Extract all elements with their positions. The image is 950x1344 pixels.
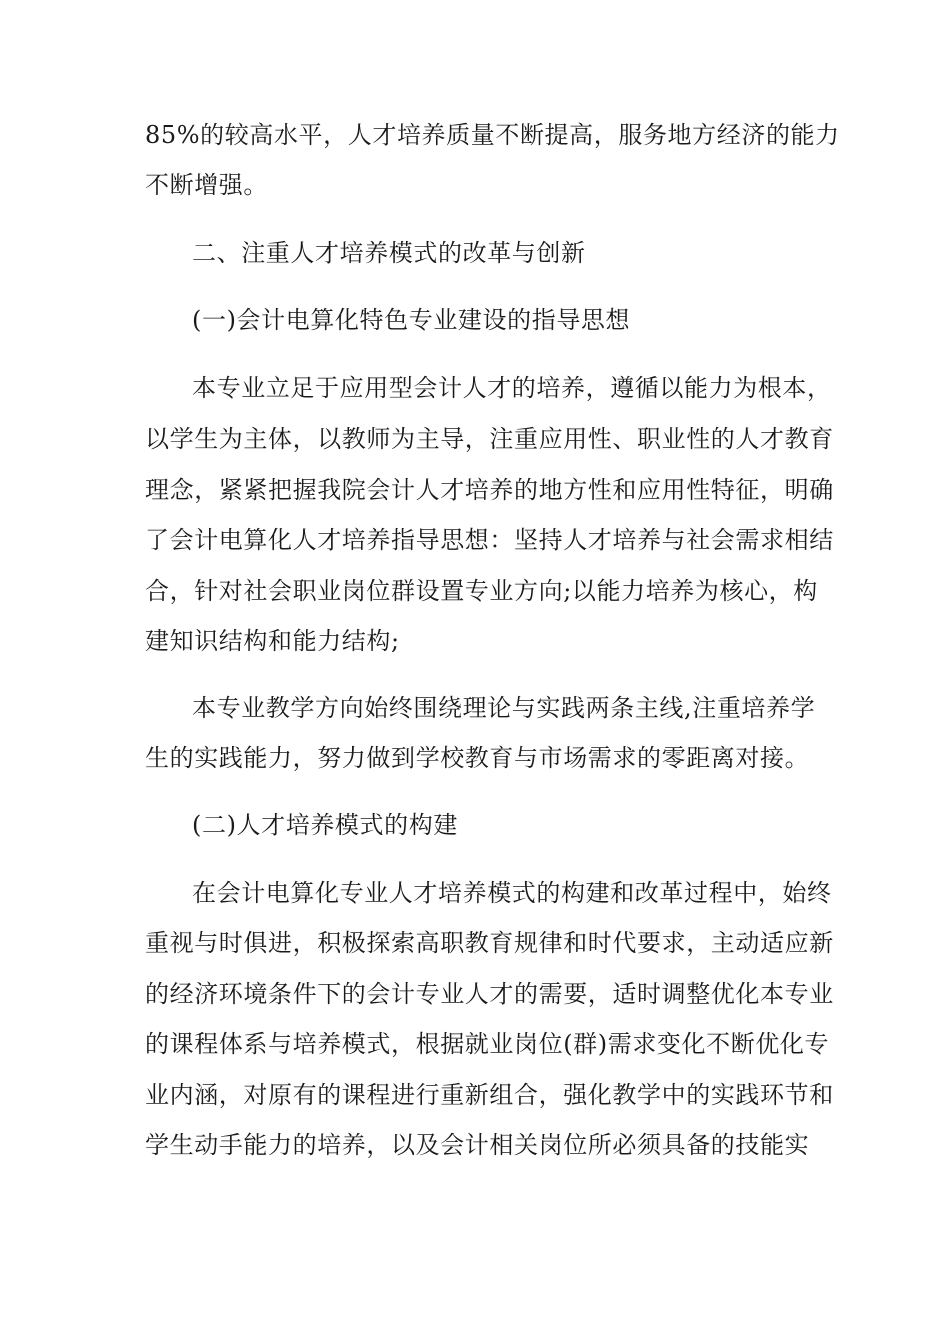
paragraph-4-line-1: 在会计电算化专业人才培养模式的构建和改革过程中，始终 [192, 879, 832, 907]
paragraph-3-line-1: 本专业教学方向始终围绕理论与实践两条主线,注重培养学 [192, 694, 816, 722]
paragraph-4-line-4: 的课程体系与培养模式，根据就业岗位(群)需求变化不断优化专 [145, 1030, 830, 1058]
section-heading-2: 二、注重人才培养模式的改革与创新 [192, 239, 586, 267]
paragraph-2-line-2: 以学生为主体，以教师为主导，注重应用性、职业性的人才教育 [145, 425, 834, 453]
paragraph-4-line-2: 重视与时俱进，积极探索高职教育规律和时代要求，主动适应新 [145, 929, 834, 957]
paragraph-2-line-1: 本专业立足于应用型会计人才的培养，遵循以能力为根本， [192, 374, 832, 402]
paragraph-1-line-1: 85%的较高水平，人才培养质量不断提高，服务地方经济的能力 [145, 121, 840, 149]
paragraph-1-line-2: 不断增强。 [145, 171, 268, 199]
paragraph-2-line-5: 合，针对社会职业岗位群设置专业方向;以能力培养为核心，构 [145, 577, 818, 605]
paragraph-3-line-2: 生的实践能力，努力做到学校教育与市场需求的零距离对接。 [145, 744, 810, 772]
paragraph-4-line-3: 的经济环境条件下的会计专业人才的需要，适时调整优化本专业 [145, 980, 834, 1008]
subsection-heading-2: (二)人才培养模式的构建 [192, 811, 458, 839]
subsection-heading-1: (一)会计电算化特色专业建设的指导思想 [192, 306, 631, 334]
paragraph-2-line-3: 理念，紧紧把握我院会计人才培养的地方性和应用性特征，明确 [145, 476, 834, 504]
paragraph-2-line-6: 建知识结构和能力结构; [145, 627, 400, 655]
paragraph-2-line-4: 了会计电算化人才培养指导思想：坚持人才培养与社会需求相结 [145, 526, 834, 554]
paragraph-4-line-6: 学生动手能力的培养，以及会计相关岗位所必须具备的技能实 [145, 1131, 810, 1159]
paragraph-4-line-5: 业内涵，对原有的课程进行重新组合，强化教学中的实践环节和 [145, 1081, 834, 1109]
